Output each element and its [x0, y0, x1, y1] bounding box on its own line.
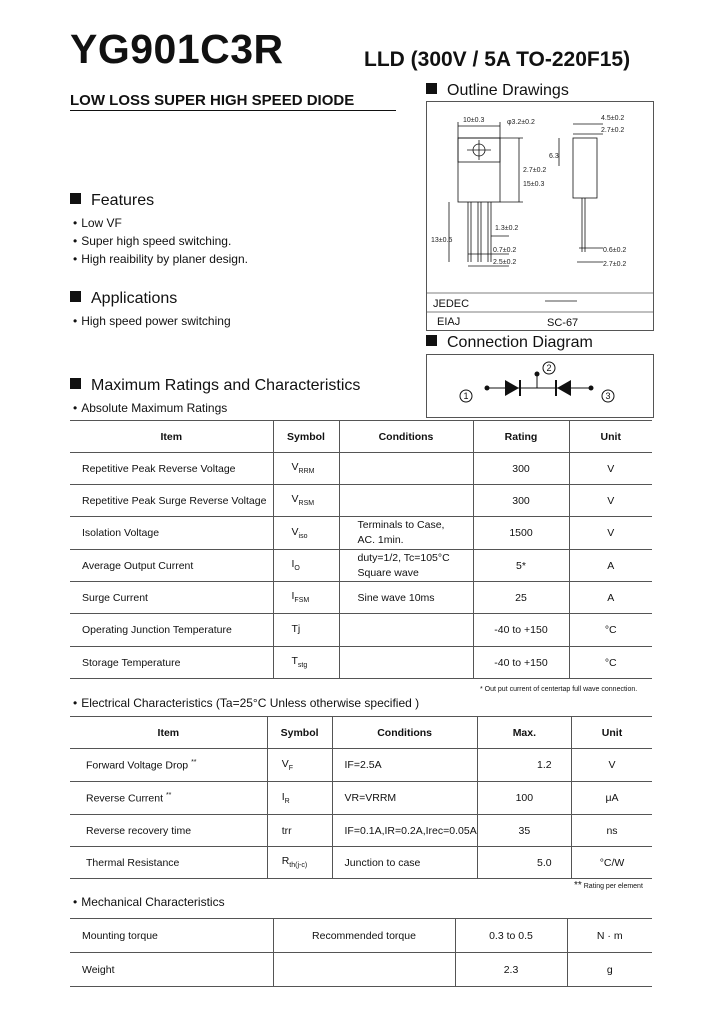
cell-unit: A [569, 550, 652, 582]
table-row [70, 485, 652, 517]
header-symbol: Symbol [273, 421, 339, 453]
ratings-footnote-text: Out put current of centertap full wave connection. [484, 686, 638, 693]
table-row [70, 953, 652, 987]
header-unit: Unit [571, 717, 652, 749]
dim-label: 4.5±0.2 [601, 115, 625, 122]
cell-symbol [273, 453, 339, 485]
dim-label: 2.7±0.2 [603, 261, 627, 268]
cell-unit: °C [569, 614, 652, 647]
symbol-text: V [281, 757, 289, 770]
eiaj-label: EIAJ [437, 316, 461, 328]
cell-symbol [267, 847, 332, 879]
symbol-sub: FSM [294, 597, 310, 605]
dim-label: 2.7±0.2 [523, 167, 547, 174]
cell-item: Mounting torque [70, 919, 273, 953]
symbol-sub: F [288, 765, 293, 773]
symbol-sub: th(j-c) [289, 862, 308, 870]
header-item: Item [70, 717, 267, 749]
cell-rating: -40 to +150 [473, 647, 569, 679]
dim-label: 0.7±0.2 [493, 247, 517, 254]
symbol-text: V [291, 461, 299, 474]
cell-symbol [273, 614, 339, 647]
header-unit: Unit [569, 421, 652, 453]
terminal-dot [535, 372, 540, 377]
symbol-sub: O [294, 565, 300, 573]
pin-1-label: 1 [463, 391, 469, 401]
cell-conditions: Sine wave 10ms [339, 582, 473, 614]
cell-item: Storage Temperature [70, 647, 273, 679]
dim-label: 2.7±0.2 [601, 127, 625, 134]
symbol-text: T [291, 655, 298, 668]
item-text: Thermal Resistance [86, 856, 180, 869]
symbol-sub: RRM [298, 468, 315, 476]
cell-conditions: Junction to case [332, 847, 477, 879]
footnote-mark: ** [165, 791, 172, 799]
table-header-row [70, 717, 652, 749]
connection-diagram-box [426, 354, 654, 418]
cell-conditions [339, 485, 473, 517]
cell-symbol [267, 749, 332, 782]
cell-unit: V [569, 517, 652, 550]
cell-unit: °C/W [571, 847, 652, 879]
package-rating: LLD (300V / 5A TO-220F15) [364, 48, 631, 71]
ratings-footnote: * Out put current of centertap full wave connection. [480, 686, 638, 693]
symbol-sub: iso [298, 533, 308, 541]
footnote-mark: ** [191, 758, 197, 766]
cell-max: 5.0 [477, 847, 571, 879]
symbol-text: R [281, 855, 290, 868]
cell-rating: 5* [473, 550, 569, 582]
cell-unit: °C [569, 647, 652, 679]
cell-conditions [273, 953, 455, 987]
diode-1-icon [505, 380, 519, 396]
table-row [70, 782, 652, 815]
table-row [70, 582, 652, 614]
ratings-heading [70, 377, 360, 395]
cell-item: Operating Junction Temperature [70, 614, 273, 647]
outline-heading-text: Outline Drawings [447, 82, 569, 99]
section-square-icon [70, 193, 81, 204]
cell-item [70, 749, 267, 782]
cell-item: Repetitive Peak Reverse Voltage [70, 453, 273, 485]
dim-label: φ3.2±0.2 [507, 119, 535, 126]
symbol-sub: RSM [298, 500, 315, 508]
cell-symbol [273, 485, 339, 517]
section-square-icon [426, 335, 437, 346]
condition-line: Terminals to Case, [357, 519, 445, 531]
cell-rating: -40 to +150 [473, 614, 569, 647]
eiaj-value: SC-67 [547, 317, 579, 329]
terminal-dot [485, 386, 490, 391]
condition-line: AC. 1min. [357, 534, 404, 546]
symbol-text: I [291, 590, 295, 603]
condition-line: duty=1/2, Tc=105°C [357, 551, 450, 564]
symbol-text: I [281, 790, 285, 803]
dim-label: 1.3±0.2 [495, 225, 519, 232]
table-row [70, 847, 652, 879]
cell-max: 100 [477, 782, 571, 815]
dim-label: 6.3 [549, 153, 559, 160]
symbol-text: Tj [291, 622, 301, 635]
header-max: Max. [477, 717, 571, 749]
side-view-body [573, 138, 597, 198]
cell-conditions [339, 517, 473, 550]
cell-item: Average Output Current [70, 550, 273, 582]
cell-symbol [273, 647, 339, 679]
cell-conditions [339, 550, 473, 582]
table-row [70, 749, 652, 782]
dim-label: 15±0.3 [523, 181, 545, 188]
terminal-dot [589, 386, 594, 391]
cell-item [70, 815, 267, 847]
section-square-icon [70, 291, 81, 302]
cell-conditions [339, 614, 473, 647]
item-text: Forward Voltage Drop [86, 759, 189, 772]
cell-conditions: Recommended torque [273, 919, 455, 953]
symbol-text: trr [281, 824, 292, 837]
feature-item: • Low VF [73, 216, 122, 230]
cell-unit: V [571, 749, 652, 782]
cell-rating: 25 [473, 582, 569, 614]
cell-item [70, 847, 267, 879]
cell-symbol [267, 782, 332, 815]
outline-drawing [427, 102, 653, 330]
jedec-label: JEDEC [433, 298, 470, 310]
cell-symbol [273, 517, 339, 550]
outline-heading [426, 82, 569, 100]
cell-conditions: VR=VRRM [332, 782, 477, 815]
applications-heading [70, 290, 177, 308]
dim-label: 13±0.5 [431, 237, 453, 244]
symbol-sub: R [284, 798, 290, 806]
cell-unit: g [567, 953, 652, 987]
table-row [70, 647, 652, 679]
ratings-heading-text: Maximum Ratings and Characteristics [91, 377, 361, 394]
pin-2-label: 2 [546, 363, 552, 373]
cell-rating: 300 [473, 485, 569, 517]
cell-unit: V [569, 485, 652, 517]
cell-item: Isolation Voltage [70, 517, 273, 550]
features-heading-text: Features [91, 192, 155, 209]
part-number: YG901C3R [70, 26, 284, 72]
table-row [70, 815, 652, 847]
outline-drawing-box [426, 101, 654, 331]
table-row [70, 614, 652, 647]
cell-value: 2.3 [455, 953, 567, 987]
application-item: • High speed power switching [73, 314, 231, 328]
electrical-characteristics-table [70, 716, 652, 879]
ratings-subheading: • Absolute Maximum Ratings [73, 401, 227, 415]
feature-item: • Super high speed switching. [73, 234, 231, 248]
cell-unit: N · m [567, 919, 652, 953]
features-heading [70, 192, 154, 210]
condition-line: Square wave [357, 566, 419, 579]
cell-item: Repetitive Peak Surge Reverse Voltage [70, 485, 273, 517]
connection-diagram [427, 355, 653, 417]
electrical-heading: • Electrical Characteristics (Ta=25°C Unless otherwise specified ) [73, 696, 419, 710]
applications-heading-text: Applications [91, 290, 178, 307]
header-item: Item [70, 421, 273, 453]
connection-heading-text: Connection Diagram [447, 334, 593, 351]
cell-unit: A [569, 582, 652, 614]
mechanical-characteristics-table [70, 918, 652, 987]
symbol-text: I [291, 558, 295, 571]
cell-symbol [273, 550, 339, 582]
header-symbol: Symbol [267, 717, 332, 749]
cell-symbol [267, 815, 332, 847]
header-rating: Rating [473, 421, 569, 453]
diode-2-icon [557, 380, 571, 396]
item-text: Reverse Current [86, 792, 164, 805]
absolute-max-ratings-table [70, 420, 652, 679]
cell-symbol [273, 582, 339, 614]
cell-item: Weight [70, 953, 273, 987]
table-row [70, 453, 652, 485]
header-conditions: Conditions [339, 421, 473, 453]
cell-item: Surge Current [70, 582, 273, 614]
electrical-footnote-text: Rating per element [583, 883, 643, 890]
cell-item [70, 782, 267, 815]
table-row [70, 919, 652, 953]
connection-heading [426, 334, 593, 352]
section-square-icon [426, 83, 437, 94]
cell-unit: V [569, 453, 652, 485]
feature-item: • High reaibility by planer design. [73, 252, 248, 266]
symbol-text: V [291, 525, 299, 538]
table-row [70, 550, 652, 582]
cell-unit: ns [571, 815, 652, 847]
dim-label: 10±0.3 [463, 117, 485, 124]
table-header-row [70, 421, 652, 453]
table-row [70, 517, 652, 550]
cell-rating: 300 [473, 453, 569, 485]
cell-conditions: IF=0.1A,IR=0.2A,Irec=0.05A [332, 815, 477, 847]
pin-3-label: 3 [605, 391, 611, 401]
section-square-icon [70, 378, 81, 389]
cell-conditions: IF=2.5A [332, 749, 477, 782]
cell-value: 0.3 to 0.5 [455, 919, 567, 953]
item-text: Reverse recovery time [86, 824, 192, 837]
header-conditions: Conditions [332, 717, 477, 749]
cell-max: 1.2 [477, 749, 571, 782]
dim-label: 0.6±0.2 [603, 247, 627, 254]
cell-unit: μA [571, 782, 652, 815]
symbol-sub: stg [297, 662, 308, 670]
symbol-text: V [291, 493, 299, 506]
dim-label: 2.5±0.2 [493, 259, 517, 266]
subtitle-underline [70, 110, 396, 111]
cell-rating: 1500 [473, 517, 569, 550]
cell-conditions [339, 647, 473, 679]
electrical-footnote: ** Rating per element [574, 880, 643, 891]
cell-conditions [339, 453, 473, 485]
device-subtitle: LOW LOSS SUPER HIGH SPEED DIODE [70, 92, 355, 109]
cell-max: 35 [477, 815, 571, 847]
mechanical-heading: • Mechanical Characteristics [73, 895, 225, 909]
